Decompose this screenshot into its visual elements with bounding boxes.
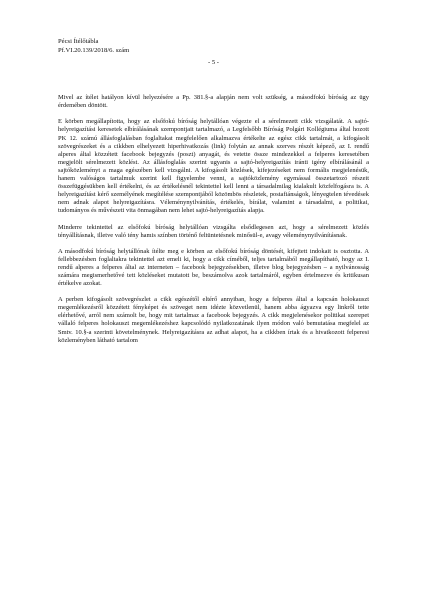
paragraph: Mivel az ítélet hatályon kívül helyezésére a Pp. 381.§-a alapján nem volt szükség, a másodfokú bíróság az ügy érdemében döntött. — [58, 94, 369, 110]
case-number: Pf.VI.20.139/2018/6. szám — [58, 46, 130, 54]
document-header — [58, 38, 369, 55]
paragraph: A másodfokú bíróság helytállónak ítélte meg e körben az elsőfokú bíróság döntését, kifejtett indokait is osztotta. A fellebbezésben foglaltakra tekintettel azt emeli ki, hogy a cikk címéből, teljes tartalmából megállapítható, hogy az I. rendű alperes a felperes által az interneten – facebook bejegyzésekben, illetve blog bejegyzésben – a nyilvánosság számára megismerhetővé tett közléseket mutatott be, beszámolva azok tartalmáról, egyben értelmezve és kritikusan értékelve azokat. — [58, 247, 369, 288]
court-name: Pécsi Ítélőtábla — [58, 38, 99, 45]
paragraph: E körben megállapította, hogy az elsőfokú bíróság helytállóan végezte el a sérelmezett cikk vizsgálatát. A sajtó-helyreigazítási keresetek elbírálásának szempontjait tartalmazó, a Legfelsőbb Bíróság Polgári Kollégiuma által hozott PK 12. számú állásfoglalásban foglaltakat megfelelően alkalmazva értékelte az egész cikk tartalmát, a kifogásolt szövegrészeket és a cikkben elhelyezett hiperhivatkozás (link) folytán az annak szerves részét képező, az I. rendű alperes által közzétett facebook bejegyzés (poszt) anyagát, és vetette össze mindezekkel a felperes keresetében megjelölt sérelmezett közlést. Az állásfoglalás szerint ugyanis a sajtó-helyreigazítás iránti igény elbírálásánál a sajtóközleményt a maga egészében kell vizsgálni. A kifogásolt közlések, kifejezéseket nem formális megjelenésük, hanem valóságos tartalmuk szerint kell figyelembe venni, a sajtóközlemény egymással összetartozó részeit összefüggésükben kell értékelni, és az értékelésnél tekintettel kell lenni a társadalmilag kialakult közfelfogásra is. A helyreigazítást kérő személyének megítélése szempontjából közömbös részletek, postafiánságok, lényegtelen tévedések nem adnak alapot helyreigazításra. Véleménynyilvánítás, értékelés, bírálat, valamint a társadalmi, a politikai, tudományos és művészeti vita önmagában nem lehet sajtó-helyreigazítás alapja. — [58, 118, 369, 215]
paragraph: Minderre tekintettel az elsőfokú bíróság helytállóan vizsgálta elsődlegesen azt, hogy a sérelmezett közlés tényállításnak, illetve való tény hamis színben történő feltüntetésnek minősül-e, avagy véleménynyilvánításnak. — [58, 223, 369, 239]
paragraph: A perben kifogásolt szövegrészlet a cikk egészétől eltérő annyiban, hogy a felperes által a kapcsán holokauszt megemlékezésről közzétett fényképet és szöveget nem idézte közvetlenül, hanem abba ágyazva egy linkről tette elérhetővé, arról nem számolt be, hogy mit tartalmaz a facebook bejegyzés. A cikk megjelenésekor politikai szerepet vállaló felperes holokauszt megemlékezéshez kapcsolódó nyilatkozatának ilyen módon való bemutatása megfelel az Smtv. 10.§-a szerinti követelménynek. Helyreigazításra az adhat alapot, ha a cikkben írtak és a hivatkozott felperesi közleményben látható tartalom — [58, 296, 369, 344]
page-number: - 5 - — [208, 59, 219, 67]
